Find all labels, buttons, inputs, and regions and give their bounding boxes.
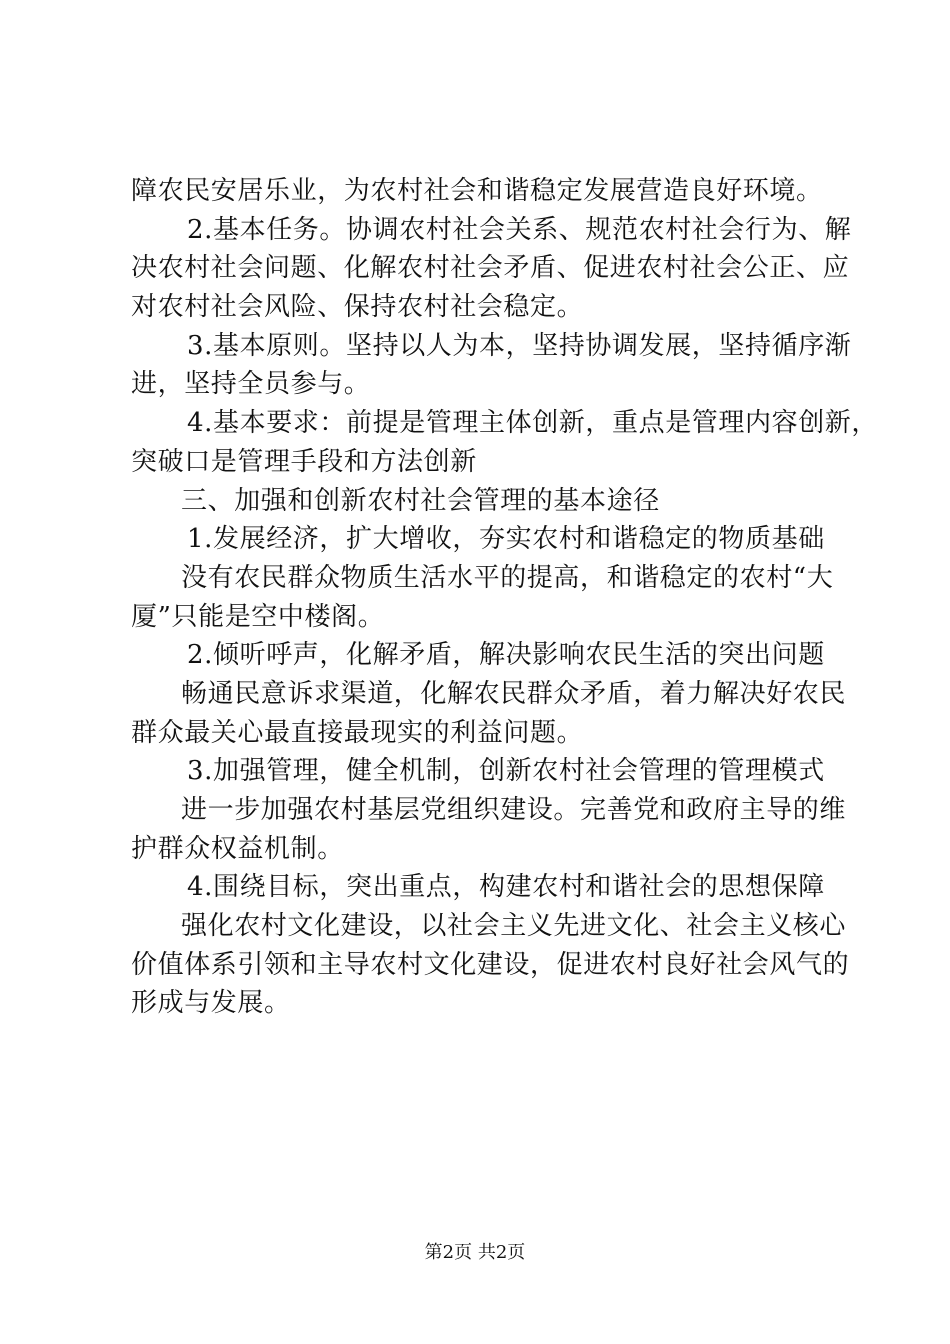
- page-number-footer: 第2页 共2页: [424, 1242, 526, 1263]
- text-line: 障农民安居乐业，为农村社会和谐稳定发展营造良好环境。: [131, 176, 823, 206]
- subsection-heading: 2.倾听呼声，化解矛盾，解决影响农民生活的突出问题: [187, 640, 825, 671]
- text-line: 决农村社会问题、化解农村社会矛盾、促进农村社会公正、应: [131, 253, 850, 284]
- text-line: 进，坚持全员参与。: [131, 369, 371, 400]
- text-line: 2.基本任务。协调农村社会关系、规范农村社会行为、解: [187, 214, 852, 245]
- text-line: 4.基本要求：前提是管理主体创新，重点是管理内容创新，: [187, 408, 879, 439]
- text-line: 突破口是管理手段和方法创新: [131, 446, 477, 477]
- text-line: 3.基本原则。坚持以人为本，坚持协调发展，坚持循序渐: [187, 330, 852, 361]
- section-heading: 三、加强和创新农村社会管理的基本途径: [181, 485, 660, 516]
- text-line: 价值体系引领和主导农村文化建设，促进农村良好社会风气的: [131, 949, 850, 980]
- text-line: 没有农民群众物质生活水平的提高，和谐稳定的农村“大: [181, 562, 834, 593]
- text-line: 护群众权益机制。: [131, 833, 344, 864]
- text-line: 群众最关心最直接最现实的利益问题。: [131, 717, 584, 748]
- text-line: 厦”只能是空中楼阁。: [131, 601, 385, 632]
- subsection-heading: 1.发展经济，扩大增收，夯实农村和谐稳定的物质基础: [187, 524, 825, 555]
- text-line: 进一步加强农村基层党组织建设。完善党和政府主导的维: [181, 795, 847, 825]
- text-line: 强化农村文化建设，以社会主义先进文化、社会主义核心: [181, 911, 847, 942]
- text-line: 对农村社会风险、保持农村社会稳定。: [131, 292, 584, 323]
- subsection-heading: 4.围绕目标，突出重点，构建农村和谐社会的思想保障: [187, 872, 825, 903]
- text-line: 形成与发展。: [131, 988, 291, 1019]
- document-body: [131, 172, 879, 1023]
- text-line: 畅通民意诉求渠道，化解农民群众矛盾，着力解决好农民: [181, 678, 847, 709]
- subsection-heading: 3.加强管理，健全机制，创新农村社会管理的管理模式: [187, 756, 825, 787]
